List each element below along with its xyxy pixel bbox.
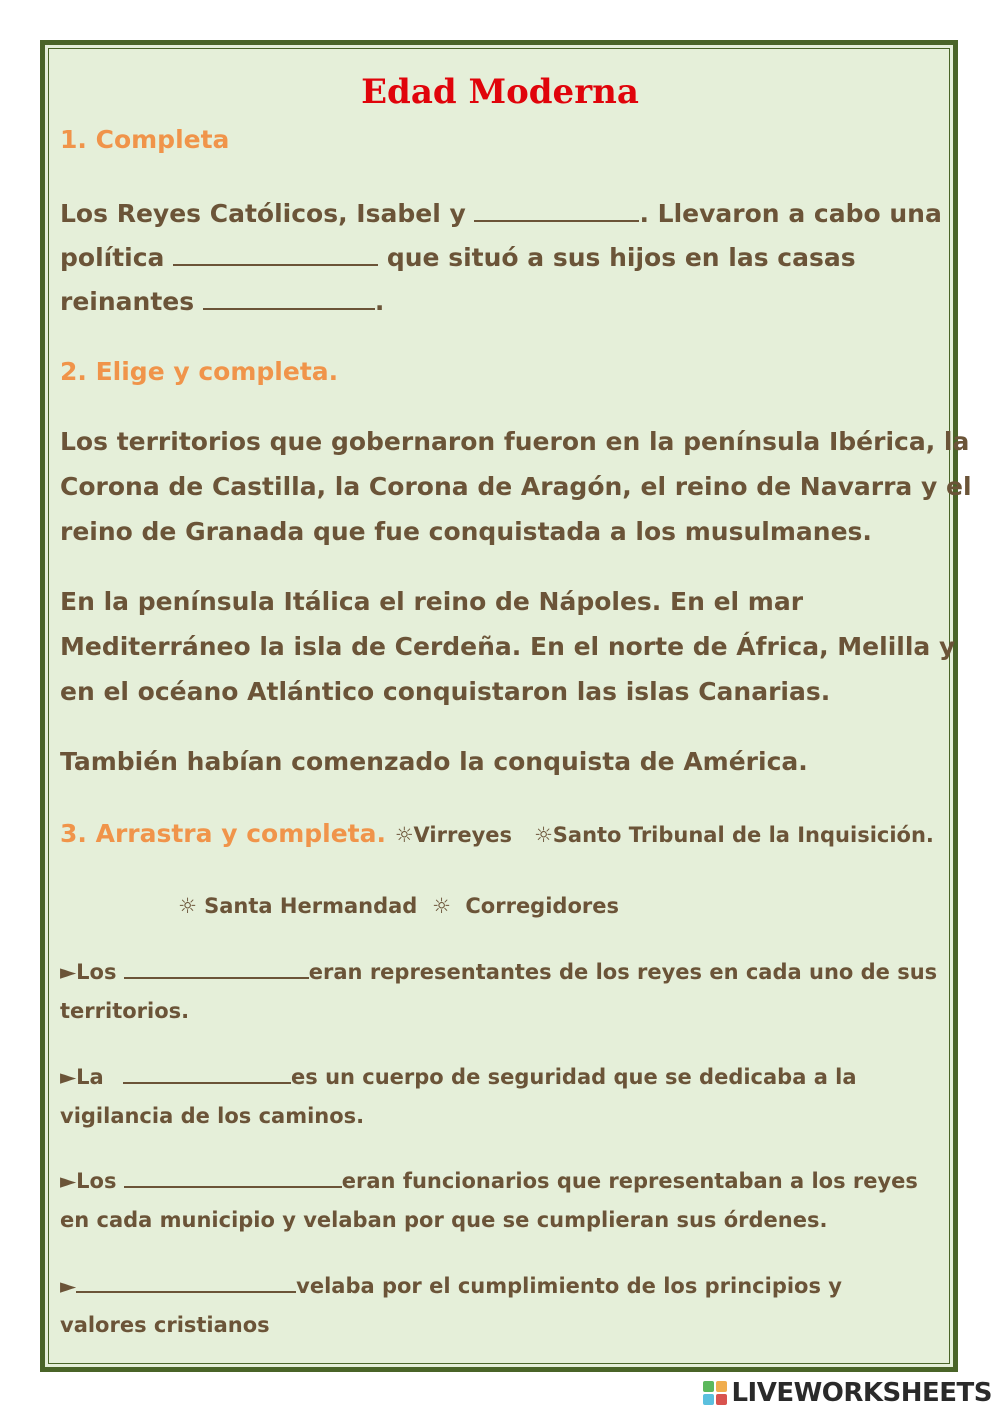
drop-zone-3[interactable]	[124, 1162, 342, 1188]
paragraph-line: en el océano Atlántico conquistaron las islas Canarias.	[60, 677, 831, 706]
liveworksheets-logo	[703, 1377, 992, 1409]
drag-options-row1[interactable]: ☼Virreyes ☼Santo Tribunal de la Inquisición.	[394, 823, 934, 847]
liveworksheets-brand: LIVEWORKSHEETS	[731, 1378, 992, 1408]
paragraph-line: Corona de Castilla, la Corona de Aragón, el reino de Navarra y el	[60, 472, 972, 501]
drag-options-row2[interactable]: ☼ Santa Hermandad ☼ Corregidores	[178, 894, 619, 918]
paragraph-line: Mediterráneo la isla de Cerdeña. En el norte de África, Melilla y	[60, 632, 956, 661]
section3-heading-row	[60, 812, 934, 857]
liveworksheets-logo-icon	[703, 1381, 727, 1405]
question-text: ►La	[60, 1065, 104, 1089]
question-text: eran funcionarios que representaban a los reyes	[341, 1169, 918, 1193]
question-text: eran representantes de los reyes en cada uno de sus	[308, 960, 938, 984]
paragraph-line: En la península Itálica el reino de Nápoles. En el mar	[60, 587, 804, 616]
paragraph-line: Los territorios que gobernaron fueron en la península Ibérica, la	[60, 427, 970, 456]
section1-text: .	[374, 287, 385, 316]
question-2-line1	[60, 1058, 857, 1097]
question-text: ►	[60, 1274, 77, 1298]
question-3-line2: en cada municipio y velaban por que se cumplieran sus órdenes.	[60, 1208, 828, 1232]
paragraph-line: También habían comenzado la conquista de América.	[60, 747, 808, 776]
blank-input-2[interactable]	[173, 234, 378, 266]
section1-text: reinantes	[60, 287, 195, 316]
question-4-line1	[60, 1267, 842, 1306]
drop-zone-4[interactable]	[76, 1267, 296, 1293]
section1-text: Los Reyes Católicos, Isabel y	[60, 199, 466, 228]
section3-heading: 3. Arrastra y completa.	[60, 819, 386, 848]
question-3-line1	[60, 1162, 918, 1201]
question-text: ►Los	[60, 1169, 117, 1193]
section1-line1	[60, 190, 942, 236]
page-title: Edad Moderna	[361, 72, 639, 112]
drop-zone-2[interactable]	[123, 1058, 291, 1084]
section2-heading: 2. Elige y completa.	[60, 357, 339, 386]
drop-zone-1[interactable]	[124, 953, 309, 979]
question-text: velaba por el cumplimiento de los principios y	[296, 1274, 842, 1298]
section1-text: que situó a sus hijos en las casas	[386, 243, 856, 272]
question-text: es un cuerpo de seguridad que se dedicaba a la	[291, 1065, 857, 1089]
section1-text: . Llevaron a cabo una	[639, 199, 942, 228]
question-1-line2: territorios.	[60, 999, 190, 1023]
section1-line3	[60, 278, 384, 324]
blank-input-1[interactable]	[474, 190, 639, 222]
section1-line2	[60, 234, 856, 280]
question-text: ►Los	[60, 960, 117, 984]
section1-text: política	[60, 243, 165, 272]
question-2-line2: vigilancia de los caminos.	[60, 1104, 365, 1128]
blank-input-3[interactable]	[203, 278, 375, 310]
question-1-line1	[60, 953, 937, 992]
paragraph-line: reino de Granada que fue conquistada a los musulmanes.	[60, 517, 872, 546]
question-4-line2: valores cristianos	[60, 1313, 270, 1337]
section1-heading: 1. Completa	[60, 125, 230, 154]
